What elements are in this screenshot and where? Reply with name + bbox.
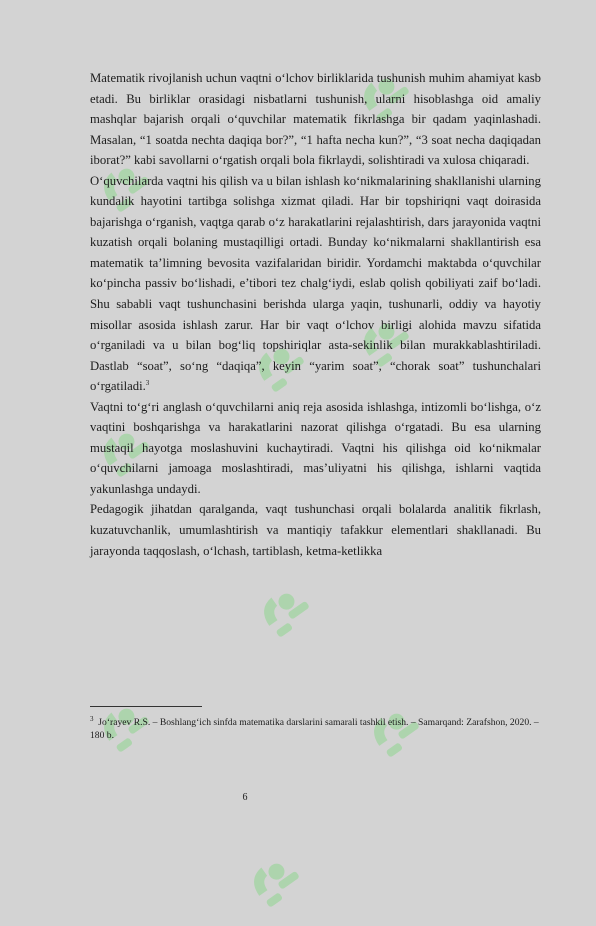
page-number: 6 bbox=[242, 792, 248, 803]
paragraph-2: O‘quvchilarda vaqtni his qilish va u bilan ishlash ko‘nikmalarining shakllanishi ularning kundalik hayotini tartibga solishga xizmat qiladi. Har bir topshiriqni vaqt doirasida bajarishga o‘rganish, vaqtga qarab o‘z harakatlarini rejalashtirish, dars jarayonida vaqtni kuzatish orqali bolaning mustaqilligi ortadi. Bunday ko‘nikmalarni shakllantirish esa matematik ta’limning bevosita vazifalaridan biridir. Yordamchi maktabda o‘quvchilar ko‘pincha passiv bo‘lishadi, e’tibori tez chalg‘iydi, eslab qolish qobiliyati zaif bo‘ladi. Shu sababli vaqt tushunchasini berishda ularga yaqin, tushunarli, oddiy va hayotiy misollar asosida ishlash zarur. Har bir vaqt o‘lchov birligi alohida mavzu sifatida o‘rganiladi va u bilan bog‘liq topshiriqlar asta-sekinlik bilan murakkablashtiriladi. Dastlab “soat”, so‘ng “daqiqa”, keyin “yarim soat”, “chorak soat” tushunchalari o‘rgatiladi.$^3$ bbox=[90, 173, 541, 394]
footnote-separator bbox=[90, 706, 202, 707]
footnote-text: Jo‘rayev R.S. – Boshlang‘ich sinfda matematika darslarini samarali tashkil etish. – Samarqand: Zarafshon, 2020. – 180 b. bbox=[90, 717, 539, 741]
page-body bbox=[90, 68, 541, 561]
watermark-logo-icon bbox=[233, 838, 317, 922]
footnote-marker: 3 bbox=[90, 714, 94, 723]
watermark-logo-icon bbox=[243, 568, 327, 652]
paragraph-1: Matematik rivojlanish uchun vaqtni o‘lchov birliklarida tushunish muhim ahamiyat kasb etadi. Bu birliklar orasidagi nisbatlarni tushunish, ularni hisoblashga oid amaliy mashqlar bajarish orqali o‘quvchilar matematik fikrlashga bir qadam yaqinlashadi. Masalan, “1 soatda nechta daqiqa bor?”, “1 hafta necha kun?”, “3 soat necha daqiqadan iborat?” kabi savollarni o‘rgatish orqali bola fikrlaydi, solishtiradi va xulosa chiqaradi. bbox=[90, 71, 541, 168]
footnote bbox=[90, 716, 541, 742]
footnote-reference: 3 bbox=[145, 378, 150, 387]
paragraph-4: Pedagogik jihatdan qaralganda, vaqt tushunchasi orqali bolalarda analitik fikrlash, kuzatuvchanlik, umumlashtirish va mantiqiy tafakkur elementlari shakllanadi. Bu jarayonda taqqoslash, o‘lchash, tartiblash, ketma-ketlikka bbox=[90, 502, 541, 558]
paragraph-3: Vaqtni to‘g‘ri anglash o‘quvchilarni aniq reja asosida ishlashga, intizomli bo‘lishga, o‘z vaqtini boshqarishga va harakatlarini nazorat qilishga o‘rgatadi. Bu esa ularning mustaqil hayotga moslashuvini kuchaytiradi. Vaqtni his qilishga oid ko‘nikmalar o‘quvchilarni jamoaga moslashtiradi, mas’uliyatni his qilishga, ishlarni vaqtida yakunlashga undaydi. bbox=[90, 399, 541, 496]
